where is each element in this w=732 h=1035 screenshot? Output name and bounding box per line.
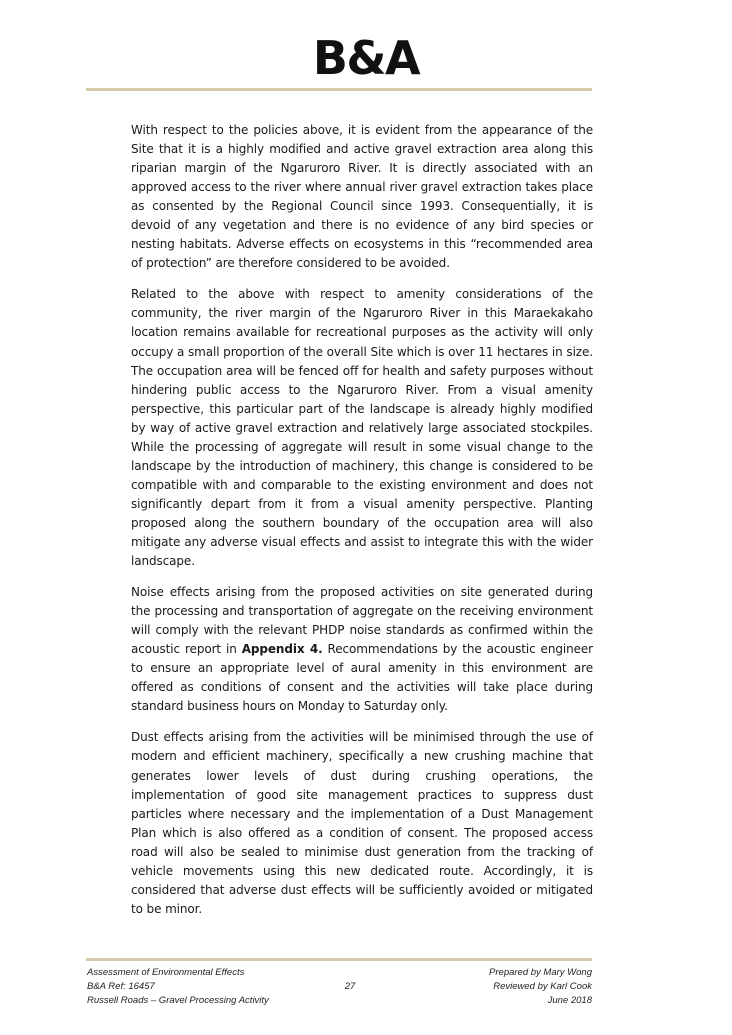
- page-number: 27: [344, 981, 356, 992]
- paragraph-amenity: Related to the above with respect to amenity considerations of the community, the river margin of the Ngaruroro River in this Maraekakaho location remains available for recreational purposes as the activity will only occupy a small proportion of the overall Site which is over 11 hectares in size. The occupation area will be fenced off for health and safety purposes without hindering public access to the Ngaruroro River. From a visual amenity perspective, this particular part of the landscape is already highly modified by way of active gravel extraction and relatively large associated stockpiles. While the processing of aggregate will result in some visual change to the landscape by the introduction of machinery, this change is considered to be compatible with and comparable to the existing environment and does not significantly depart from it from a visual amenity perspective. Planting proposed along the southern boundary of the occupation area will also mitigate any adverse visual effects and assist to integrate this with the wider landscape.: [131, 287, 593, 569]
- footer-reference: B&A Ref: 16457: [87, 981, 155, 992]
- footer-right: [400, 966, 592, 1008]
- footer-divider: [86, 958, 592, 961]
- noise-text-start: Noise effects arising from the proposed activities on site generated during the processing and transportation of aggregate on the receiving environment will comply with the relevant PHDP noise standards as confirmed within the acoustic report in: [131, 585, 593, 657]
- paragraph-ecosystems: With respect to the policies above, it is evident from the appearance of the Site that it is a highly modified and active gravel extraction area along this riparian margin of the Ngaruroro River. It is directly associated with an approved access to the river where annual river gravel extraction takes place as consented by the Regional Council since 1993. Consequentially, it is devoid of any vegetation and there is no evidence of any bird species or nesting habitats. Adverse effects on ecosystems in this “recommended area of protection” are therefore considered to be avoided.: [131, 123, 593, 271]
- footer-report-title: Assessment of Environmental Effects: [87, 967, 245, 978]
- footer-date: June 2018: [547, 995, 592, 1006]
- noise-text-end: Recommendations by the acoustic engineer to ensure an appropriate level of aural amenity in this environment are offered as conditions of consent and the activities will take place during standard business hours on Monday to Saturday only.: [131, 642, 593, 714]
- document-body: [131, 121, 593, 931]
- paragraph-noise: [131, 583, 593, 716]
- paragraph-dust: Dust effects arising from the activities will be minimised through the use of modern and efficient machinery, specifically a new crushing machine that generates lower levels of dust during crushing operations, the implementation of good site management practices to suppress dust particles where necessary and the implementation of a Dust Management Plan which is also offered as a condition of consent. The proposed access road will also be sealed to minimise dust generation from the tracking of vehicle movements using this new dedicated route. Accordingly, it is considered that adverse dust effects will be sufficiently avoided or mitigated to be minor.: [131, 730, 593, 916]
- footer-reviewed-by: Reviewed by Karl Cook: [493, 981, 592, 992]
- appendix-reference: Appendix 4.: [241, 642, 323, 657]
- footer-project-name: Russell Roads – Gravel Processing Activity: [87, 995, 269, 1006]
- header-divider: [86, 88, 592, 91]
- footer-prepared-by: Prepared by Mary Wong: [489, 967, 592, 978]
- company-logo: B&A: [312, 31, 420, 85]
- footer-left: [87, 966, 327, 1008]
